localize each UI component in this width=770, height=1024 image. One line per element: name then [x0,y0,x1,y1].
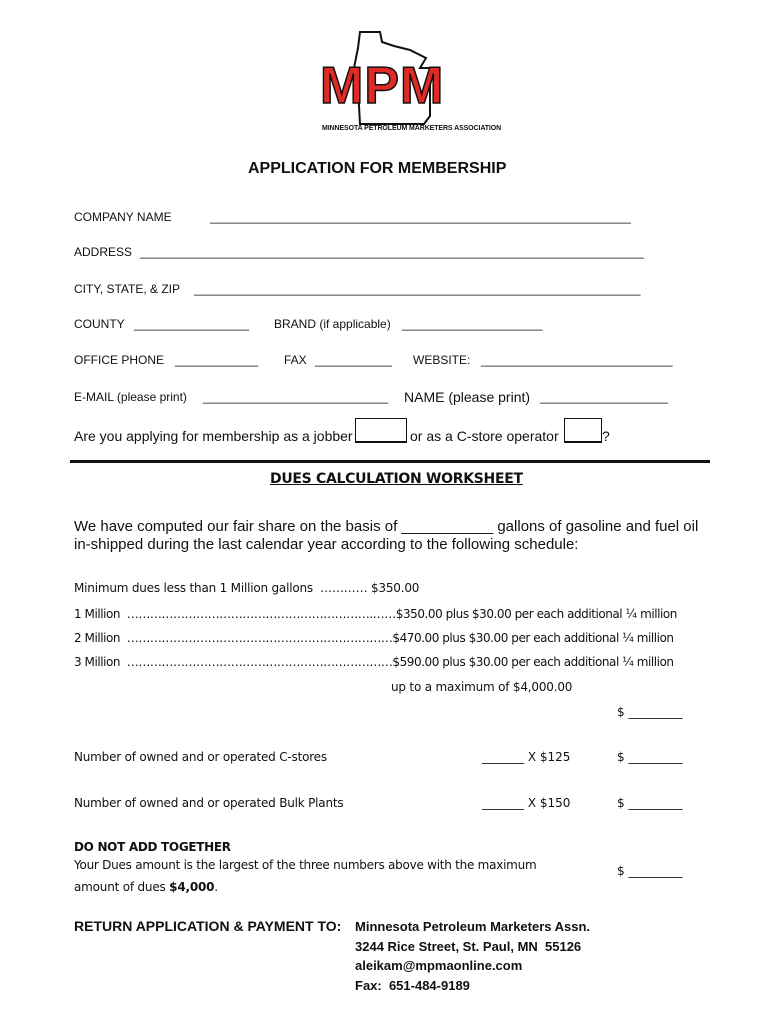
mpm-logo [318,28,502,140]
jobber-checkbox[interactable] [355,418,407,443]
website-label: WEBSITE: [413,353,471,367]
worksheet-intro-line1: We have computed our fair share on the basis of ___________ gallons of gasoline and fuel oil [74,518,699,535]
address-label: ADDRESS [74,245,133,259]
fax-field[interactable]: ____________ [315,353,392,367]
dues-note-max: $4,000 [169,880,215,894]
fax-label: FAX [284,353,307,367]
final-dues-amount[interactable]: $ _________ [617,864,683,878]
county-label: COUNTY [74,317,125,331]
name-field[interactable]: ____________________ [540,390,668,404]
do-not-add-note: DO NOT ADD TOGETHER [74,840,231,854]
email-label: E-MAIL (please print) [74,390,187,404]
dues-note-suffix: . [214,880,218,894]
dues-note-line1: Your Dues amount is the largest of the three numbers above with the maximum [74,858,537,872]
schedule-row: Minimum dues less than 1 Million gallons ………… $350.00 [74,581,420,595]
dues-note-line2 [74,880,218,894]
name-label: NAME (please print) [404,389,531,405]
return-fax: Fax: 651-484-9189 [355,978,470,993]
cstores-label: Number of owned and or operated C-stores [74,750,327,764]
dues-note-prefix: amount of dues [74,880,170,894]
address-field[interactable]: _______________________________________________________________________________ [140,245,644,259]
logo-letters: MPM [320,57,445,115]
logo-tagline: MINNESOTA PETROLEUM MARKETERS ASSOCIATION [322,125,502,132]
bulk-plants-amount[interactable]: $ _________ [617,796,683,810]
jobber-question: Are you applying for membership as a jobber [74,428,353,444]
return-street: 3244 Rice Street, St. Paul, MN 55126 [355,939,582,954]
company-name-field[interactable]: __________________________________________________________________ [210,210,631,224]
schedule-row: 3 Million ……………………………………………………………$590.00 plus $30.00 per each additional ¼ million [74,655,674,669]
cstore-checkbox[interactable] [564,418,602,443]
email-field[interactable]: _____________________________ [203,390,388,404]
brand-label: BRAND (if applicable) [274,317,391,331]
brand-field[interactable]: ______________________ [402,317,543,331]
return-label: RETURN APPLICATION & PAYMENT TO: [74,918,342,934]
company-name-label: COMPANY NAME [74,210,172,224]
schedule-row: 2 Million ……………………………………………………………$470.00 plus $30.00 per each additional ¼ million [74,631,674,645]
cstores-count-field[interactable]: _______ X $125 [482,750,571,764]
cstores-amount[interactable]: $ _________ [617,750,683,764]
county-field[interactable]: __________________ [134,317,249,331]
worksheet-heading: DUES CALCULATION WORKSHEET [270,471,523,487]
city-state-zip-field[interactable]: ______________________________________________________________________ [194,282,641,296]
question-mark: ? [602,428,610,444]
worksheet-intro-line2: in-shipped during the last calendar year according to the following schedule: [74,536,579,553]
bulk-plants-label: Number of owned and or operated Bulk Plants [74,796,344,810]
page-title: APPLICATION FOR MEMBERSHIP [248,160,507,177]
section-divider [70,460,710,463]
website-field[interactable]: ______________________________ [481,353,673,367]
bulk-plants-count-field[interactable]: _______ X $150 [482,796,571,810]
office-phone-label: OFFICE PHONE [74,353,165,367]
gallon-dues-amount[interactable]: $ _________ [617,705,683,719]
city-state-zip-label: CITY, STATE, & ZIP [74,282,181,296]
return-email: aleikam@mpmaonline.com [355,958,523,973]
cstore-question: or as a C-store operator [410,428,559,444]
office-phone-field[interactable]: _____________ [175,353,258,367]
schedule-row: 1 Million ……………………………………………………….……$350.00 plus $30.00 per each additional ¼ million [74,607,677,621]
max-note: up to a maximum of $4,000.00 [391,680,573,694]
return-org: Minnesota Petroleum Marketers Assn. [355,919,591,934]
